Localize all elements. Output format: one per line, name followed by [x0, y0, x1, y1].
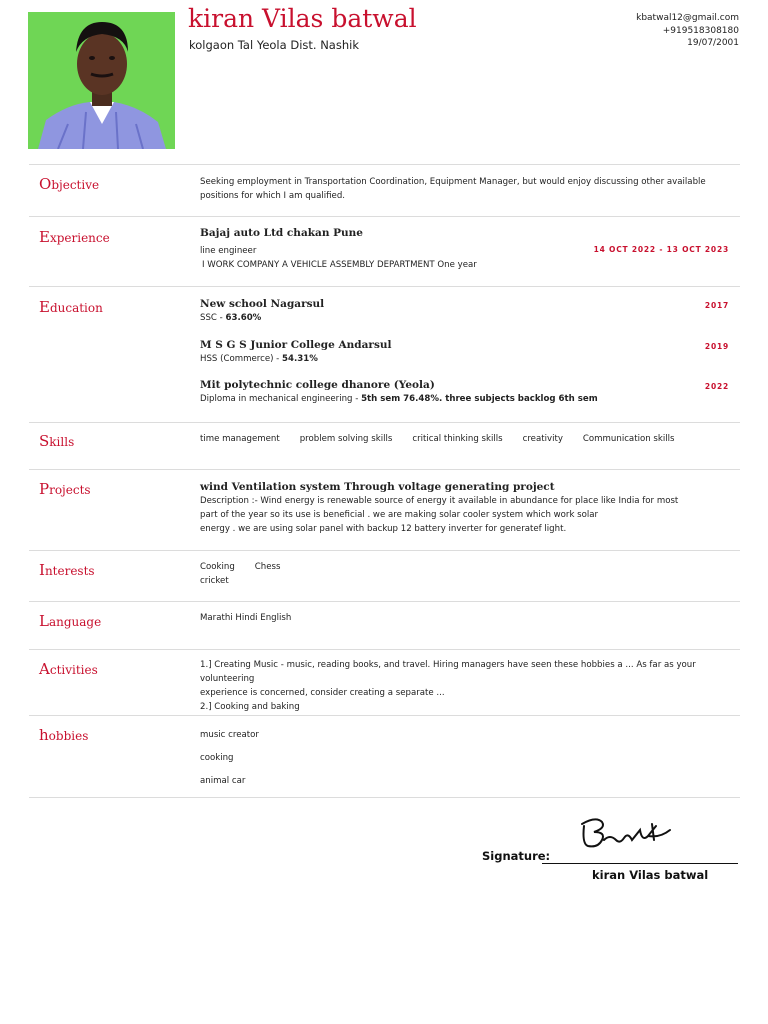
section-title-objective: Objective	[39, 175, 100, 193]
experience-description: I WORK COMPANY A VEHICLE ASSEMBLY DEPARTMENT One year	[202, 260, 477, 270]
education-degree: HSS (Commerce) - 54.31%	[200, 354, 318, 364]
section-title-language: Language	[39, 612, 102, 630]
signature-label: Signature:	[482, 849, 551, 863]
education-entry	[200, 297, 730, 325]
activities-section	[29, 649, 740, 715]
objective-section	[29, 164, 740, 216]
project-description-line: part of the year so its use is beneficial . we are making solar cooler system which work solar	[200, 510, 599, 520]
divider	[29, 797, 740, 798]
project-description-line: Description :- Wind energy is renewable source of energy it available in abundance for place like India for most	[200, 496, 679, 506]
section-title-skills: Skills	[39, 432, 75, 450]
section-title-experience: Experience	[39, 228, 110, 246]
skills-list	[200, 432, 730, 446]
education-school: M S G S Junior College Andarsul	[200, 339, 392, 351]
phone-number: +919518308180	[662, 25, 739, 36]
hobby-item: cooking	[200, 753, 234, 763]
education-section	[29, 286, 740, 422]
project-description-line: energy . we are using solar panel with backup 12 battery inverter for generatef light.	[200, 524, 567, 534]
interest-item: cricket	[200, 576, 229, 586]
education-entry	[200, 338, 730, 366]
skill-tag: time management	[200, 434, 280, 444]
interest-item: Cooking	[200, 562, 235, 572]
projects-section	[29, 469, 740, 550]
education-year: 2022	[704, 382, 729, 391]
skills-section	[29, 422, 740, 469]
hobby-item: music creator	[200, 730, 259, 740]
education-degree: SSC - 63.60%	[200, 313, 262, 323]
section-title-activities: Activities	[39, 660, 98, 678]
candidate-name: kiran Vilas batwal	[188, 4, 417, 33]
hobby-item: animal car	[200, 776, 246, 786]
experience-role: line engineer	[200, 246, 257, 256]
signature-name: kiran Vilas batwal	[592, 868, 709, 882]
skill-tag: problem solving skills	[299, 434, 393, 444]
email-link[interactable]: kbatwal12@gmail.com	[636, 13, 739, 23]
profile-photo	[28, 12, 175, 149]
project-name: wind Ventilation system Through voltage generating project	[200, 481, 555, 493]
education-school: New school Nagarsul	[200, 298, 325, 310]
language-section	[29, 601, 740, 649]
signature-line	[542, 863, 738, 864]
activities-text	[200, 658, 730, 714]
interests-list	[200, 560, 730, 588]
interests-section	[29, 550, 740, 601]
education-year: 2017	[704, 301, 729, 310]
skill-tag: Communication skills	[582, 434, 675, 444]
activity-line: experience is concerned, consider creating a separate ...	[200, 688, 445, 698]
experience-dates: 14 OCT 2022 - 13 OCT 2023	[593, 245, 729, 254]
date-of-birth: 19/07/2001	[687, 38, 739, 48]
section-title-education: Education	[39, 298, 103, 316]
education-school: Mit polytechnic college dhanore (Yeola)	[200, 379, 435, 391]
activity-line: 1.] Creating Music - music, reading books, and travel. Hiring managers have seen these hobbies a ... As far as your volunteering	[200, 660, 696, 684]
hobbies-section	[29, 715, 740, 797]
objective-text: Seeking employment in Transportation Coordination, Equipment Manager, but would enjoy discussing other available positions for which I am qualified.	[200, 177, 706, 201]
skill-tag: creativity	[522, 434, 563, 444]
hobbies-list	[200, 724, 730, 793]
candidate-address: kolgaon Tal Yeola Dist. Nashik	[189, 38, 359, 52]
section-title-projects: Projects	[39, 480, 91, 498]
education-degree: Diploma in mechanical engineering - 5th sem 76.48%. three subjects backlog 6th sem	[200, 394, 598, 404]
interest-item: Chess	[254, 562, 281, 572]
activity-line: 2.] Cooking and baking	[200, 702, 300, 712]
experience-section	[29, 216, 740, 286]
language-list: Marathi Hindi English	[200, 613, 292, 623]
experience-company: Bajaj auto Ltd chakan Pune	[200, 227, 363, 239]
project-entry	[200, 480, 730, 536]
signature-scribble	[576, 812, 676, 852]
skill-tag: critical thinking skills	[412, 434, 503, 444]
section-title-hobbies: hobbies	[39, 726, 89, 744]
section-title-interests: Interests	[39, 561, 95, 579]
education-year: 2019	[704, 342, 729, 351]
contact-info	[636, 12, 739, 50]
education-entry	[200, 378, 730, 406]
